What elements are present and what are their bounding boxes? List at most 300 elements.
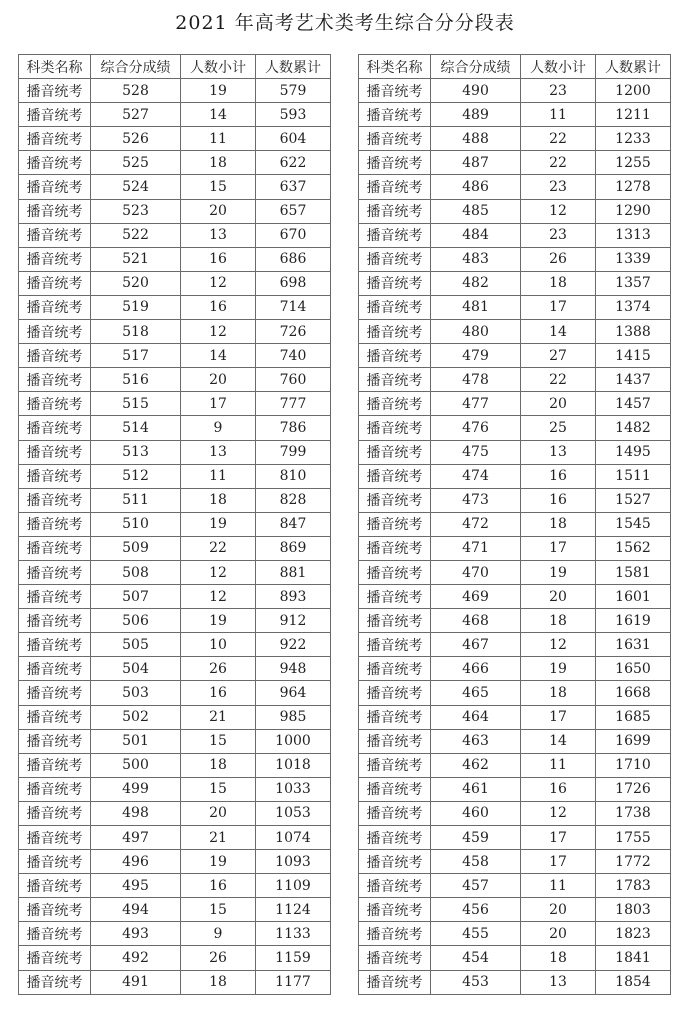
cell-score: 467 — [431, 633, 521, 657]
table-row — [19, 392, 331, 416]
cell-count: 13 — [521, 970, 596, 994]
table-row — [359, 295, 671, 319]
cell-count: 16 — [181, 874, 256, 898]
cell-count: 22 — [521, 368, 596, 392]
cell-cumulative: 698 — [256, 271, 331, 295]
cell-subject: 播音统考 — [19, 585, 91, 609]
cell-count: 14 — [521, 320, 596, 344]
cell-count: 17 — [521, 850, 596, 874]
cell-cumulative: 1601 — [596, 585, 671, 609]
table-row — [19, 320, 331, 344]
cell-count: 12 — [181, 271, 256, 295]
table-row — [19, 344, 331, 368]
cell-score: 500 — [91, 753, 181, 777]
cell-subject: 播音统考 — [359, 850, 431, 874]
cell-cumulative: 1511 — [596, 464, 671, 488]
cell-cumulative: 1388 — [596, 320, 671, 344]
cell-cumulative: 593 — [256, 103, 331, 127]
cell-score: 480 — [431, 320, 521, 344]
cell-subject: 播音统考 — [359, 801, 431, 825]
cell-cumulative: 622 — [256, 151, 331, 175]
cell-cumulative: 881 — [256, 560, 331, 584]
cell-count: 12 — [181, 560, 256, 584]
table-row — [359, 199, 671, 223]
cell-score: 474 — [431, 464, 521, 488]
cell-score: 488 — [431, 127, 521, 151]
cell-count: 25 — [521, 416, 596, 440]
table-row — [19, 609, 331, 633]
cell-subject: 播音统考 — [359, 247, 431, 271]
cell-score: 520 — [91, 271, 181, 295]
cell-score: 456 — [431, 898, 521, 922]
cell-score: 457 — [431, 874, 521, 898]
cell-score: 528 — [91, 79, 181, 103]
cell-subject: 播音统考 — [19, 392, 91, 416]
cell-cumulative: 1841 — [596, 946, 671, 970]
cell-subject: 播音统考 — [19, 536, 91, 560]
table-row — [19, 729, 331, 753]
cell-subject: 播音统考 — [19, 151, 91, 175]
cell-count: 17 — [521, 536, 596, 560]
table-row — [359, 705, 671, 729]
header-count: 人数小计 — [181, 55, 256, 79]
cell-count: 16 — [521, 464, 596, 488]
cell-cumulative: 1527 — [596, 488, 671, 512]
cell-cumulative: 1803 — [596, 898, 671, 922]
table-row — [19, 946, 331, 970]
cell-count: 20 — [521, 898, 596, 922]
cell-score: 468 — [431, 609, 521, 633]
cell-score: 522 — [91, 223, 181, 247]
cell-count: 19 — [181, 850, 256, 874]
cell-score: 511 — [91, 488, 181, 512]
cell-subject: 播音统考 — [359, 416, 431, 440]
table-row — [359, 826, 671, 850]
table-row — [359, 850, 671, 874]
cell-subject: 播音统考 — [359, 488, 431, 512]
table-row — [359, 79, 671, 103]
table-row — [359, 392, 671, 416]
table-row — [359, 874, 671, 898]
cell-subject: 播音统考 — [19, 560, 91, 584]
header-subject: 科类名称 — [19, 55, 91, 79]
cell-score: 492 — [91, 946, 181, 970]
cell-subject: 播音统考 — [19, 609, 91, 633]
cell-score: 521 — [91, 247, 181, 271]
cell-count: 23 — [521, 223, 596, 247]
score-table-left — [18, 54, 331, 995]
cell-score: 519 — [91, 295, 181, 319]
cell-subject: 播音统考 — [359, 633, 431, 657]
cell-subject: 播音统考 — [359, 151, 431, 175]
cell-count: 18 — [181, 753, 256, 777]
table-row — [19, 247, 331, 271]
table-row — [359, 440, 671, 464]
cell-subject: 播音统考 — [19, 850, 91, 874]
table-row — [359, 681, 671, 705]
cell-cumulative: 912 — [256, 609, 331, 633]
cell-cumulative: 869 — [256, 536, 331, 560]
cell-cumulative: 1033 — [256, 777, 331, 801]
cell-subject: 播音统考 — [359, 729, 431, 753]
cell-count: 14 — [181, 103, 256, 127]
cell-subject: 播音统考 — [19, 512, 91, 536]
table-header-row — [19, 55, 331, 79]
cell-score: 455 — [431, 922, 521, 946]
cell-subject: 播音统考 — [359, 753, 431, 777]
cell-score: 497 — [91, 826, 181, 850]
table-row — [19, 416, 331, 440]
cell-cumulative: 1710 — [596, 753, 671, 777]
cell-cumulative: 1495 — [596, 440, 671, 464]
table-row — [19, 560, 331, 584]
cell-subject: 播音统考 — [359, 368, 431, 392]
table-row — [19, 440, 331, 464]
cell-count: 18 — [521, 681, 596, 705]
cell-count: 15 — [181, 898, 256, 922]
table-row — [19, 79, 331, 103]
cell-cumulative: 1053 — [256, 801, 331, 825]
table-row — [19, 175, 331, 199]
cell-subject: 播音统考 — [19, 79, 91, 103]
table-row — [359, 753, 671, 777]
cell-cumulative: 1255 — [596, 151, 671, 175]
table-row — [359, 609, 671, 633]
cell-count: 18 — [181, 151, 256, 175]
table-row — [19, 103, 331, 127]
cell-subject: 播音统考 — [359, 970, 431, 994]
cell-score: 454 — [431, 946, 521, 970]
cell-count: 11 — [521, 103, 596, 127]
cell-cumulative: 1074 — [256, 826, 331, 850]
table-row — [359, 922, 671, 946]
cell-cumulative: 714 — [256, 295, 331, 319]
cell-subject: 播音统考 — [19, 127, 91, 151]
cell-score: 495 — [91, 874, 181, 898]
cell-count: 23 — [521, 175, 596, 199]
cell-score: 458 — [431, 850, 521, 874]
cell-cumulative: 740 — [256, 344, 331, 368]
table-row — [19, 681, 331, 705]
cell-count: 15 — [181, 777, 256, 801]
cell-count: 17 — [181, 392, 256, 416]
cell-subject: 播音统考 — [19, 753, 91, 777]
cell-subject: 播音统考 — [19, 295, 91, 319]
cell-score: 479 — [431, 344, 521, 368]
cell-score: 460 — [431, 801, 521, 825]
cell-cumulative: 1631 — [596, 633, 671, 657]
cell-cumulative: 726 — [256, 320, 331, 344]
table-row — [359, 464, 671, 488]
cell-score: 453 — [431, 970, 521, 994]
table-row — [359, 898, 671, 922]
cell-count: 19 — [181, 79, 256, 103]
cell-score: 472 — [431, 512, 521, 536]
cell-cumulative: 657 — [256, 199, 331, 223]
cell-subject: 播音统考 — [359, 199, 431, 223]
cell-cumulative: 1562 — [596, 536, 671, 560]
cell-subject: 播音统考 — [19, 705, 91, 729]
table-body-right — [359, 79, 671, 995]
cell-score: 461 — [431, 777, 521, 801]
table-row — [359, 560, 671, 584]
table-row — [359, 729, 671, 753]
cell-subject: 播音统考 — [19, 416, 91, 440]
cell-score: 510 — [91, 512, 181, 536]
cell-score: 464 — [431, 705, 521, 729]
cell-count: 13 — [521, 440, 596, 464]
cell-score: 485 — [431, 199, 521, 223]
cell-cumulative: 1699 — [596, 729, 671, 753]
cell-cumulative: 847 — [256, 512, 331, 536]
cell-count: 21 — [181, 705, 256, 729]
cell-subject: 播音统考 — [19, 464, 91, 488]
cell-subject: 播音统考 — [359, 777, 431, 801]
cell-subject: 播音统考 — [359, 826, 431, 850]
cell-cumulative: 1233 — [596, 127, 671, 151]
cell-score: 484 — [431, 223, 521, 247]
table-row — [19, 151, 331, 175]
cell-cumulative: 1000 — [256, 729, 331, 753]
cell-count: 13 — [181, 223, 256, 247]
cell-subject: 播音统考 — [359, 271, 431, 295]
table-row — [19, 199, 331, 223]
cell-subject: 播音统考 — [359, 898, 431, 922]
cell-score: 478 — [431, 368, 521, 392]
cell-count: 15 — [181, 729, 256, 753]
cell-subject: 播音统考 — [359, 585, 431, 609]
cell-count: 22 — [521, 127, 596, 151]
cell-cumulative: 810 — [256, 464, 331, 488]
table-row — [19, 368, 331, 392]
table-row — [19, 271, 331, 295]
cell-subject: 播音统考 — [359, 464, 431, 488]
cell-subject: 播音统考 — [19, 223, 91, 247]
cell-cumulative: 1457 — [596, 392, 671, 416]
cell-subject: 播音统考 — [359, 560, 431, 584]
cell-score: 465 — [431, 681, 521, 705]
cell-cumulative: 1854 — [596, 970, 671, 994]
cell-score: 486 — [431, 175, 521, 199]
cell-score: 477 — [431, 392, 521, 416]
cell-cumulative: 786 — [256, 416, 331, 440]
score-table-right — [358, 54, 671, 995]
cell-count: 17 — [521, 705, 596, 729]
table-body-left — [19, 79, 331, 995]
table-row — [19, 512, 331, 536]
cell-count: 18 — [521, 609, 596, 633]
cell-score: 512 — [91, 464, 181, 488]
cell-count: 15 — [181, 175, 256, 199]
cell-score: 475 — [431, 440, 521, 464]
cell-score: 473 — [431, 488, 521, 512]
cell-cumulative: 1313 — [596, 223, 671, 247]
cell-cumulative: 922 — [256, 633, 331, 657]
cell-cumulative: 1783 — [596, 874, 671, 898]
table-row — [359, 127, 671, 151]
table-row — [19, 705, 331, 729]
cell-score: 513 — [91, 440, 181, 464]
table-row — [19, 464, 331, 488]
cell-score: 527 — [91, 103, 181, 127]
cell-subject: 播音统考 — [19, 801, 91, 825]
cell-score: 523 — [91, 199, 181, 223]
table-row — [19, 536, 331, 560]
cell-score: 496 — [91, 850, 181, 874]
cell-cumulative: 1290 — [596, 199, 671, 223]
table-row — [359, 247, 671, 271]
cell-count: 12 — [521, 199, 596, 223]
cell-score: 490 — [431, 79, 521, 103]
cell-score: 463 — [431, 729, 521, 753]
cell-subject: 播音统考 — [359, 657, 431, 681]
cell-count: 19 — [181, 609, 256, 633]
cell-subject: 播音统考 — [359, 392, 431, 416]
cell-count: 20 — [521, 922, 596, 946]
table-row — [19, 585, 331, 609]
table-row — [19, 874, 331, 898]
cell-count: 21 — [181, 826, 256, 850]
cell-count: 17 — [521, 826, 596, 850]
cell-subject: 播音统考 — [359, 874, 431, 898]
cell-count: 11 — [181, 464, 256, 488]
cell-score: 489 — [431, 103, 521, 127]
cell-cumulative: 893 — [256, 585, 331, 609]
cell-cumulative: 1109 — [256, 874, 331, 898]
cell-score: 499 — [91, 777, 181, 801]
cell-score: 518 — [91, 320, 181, 344]
cell-subject: 播音统考 — [359, 609, 431, 633]
cell-score: 498 — [91, 801, 181, 825]
cell-subject: 播音统考 — [19, 175, 91, 199]
cell-subject: 播音统考 — [19, 440, 91, 464]
cell-cumulative: 1018 — [256, 753, 331, 777]
cell-subject: 播音统考 — [359, 103, 431, 127]
page-title: 2021 年高考艺术类考生综合分分段表 — [175, 12, 515, 34]
cell-score: 493 — [91, 922, 181, 946]
cell-subject: 播音统考 — [19, 271, 91, 295]
cell-count: 12 — [181, 320, 256, 344]
table-row — [359, 103, 671, 127]
cell-count: 20 — [181, 368, 256, 392]
table-row — [19, 898, 331, 922]
table-row — [359, 657, 671, 681]
cell-subject: 播音统考 — [359, 440, 431, 464]
cell-count: 22 — [181, 536, 256, 560]
cell-cumulative: 1726 — [596, 777, 671, 801]
cell-score: 494 — [91, 898, 181, 922]
cell-count: 16 — [181, 295, 256, 319]
cell-score: 504 — [91, 657, 181, 681]
cell-score: 481 — [431, 295, 521, 319]
cell-subject: 播音统考 — [359, 295, 431, 319]
cell-count: 19 — [521, 560, 596, 584]
header-subject: 科类名称 — [359, 55, 431, 79]
cell-count: 22 — [521, 151, 596, 175]
cell-subject: 播音统考 — [19, 946, 91, 970]
cell-count: 26 — [181, 657, 256, 681]
cell-score: 507 — [91, 585, 181, 609]
cell-cumulative: 1211 — [596, 103, 671, 127]
cell-score: 516 — [91, 368, 181, 392]
cell-count: 19 — [181, 512, 256, 536]
cell-count: 13 — [181, 440, 256, 464]
table-row — [19, 657, 331, 681]
cell-subject: 播音统考 — [19, 320, 91, 344]
cell-score: 483 — [431, 247, 521, 271]
cell-subject: 播音统考 — [19, 368, 91, 392]
cell-subject: 播音统考 — [19, 344, 91, 368]
cell-count: 16 — [181, 681, 256, 705]
header-count: 人数小计 — [521, 55, 596, 79]
table-row — [19, 850, 331, 874]
cell-cumulative: 1482 — [596, 416, 671, 440]
table-row — [359, 344, 671, 368]
cell-score: 524 — [91, 175, 181, 199]
cell-count: 16 — [521, 488, 596, 512]
cell-subject: 播音统考 — [359, 79, 431, 103]
cell-subject: 播音统考 — [359, 536, 431, 560]
cell-count: 14 — [521, 729, 596, 753]
cell-count: 18 — [521, 946, 596, 970]
cell-subject: 播音统考 — [359, 320, 431, 344]
cell-score: 491 — [91, 970, 181, 994]
table-row — [359, 777, 671, 801]
cell-count: 26 — [521, 247, 596, 271]
cell-subject: 播音统考 — [19, 199, 91, 223]
cell-score: 505 — [91, 633, 181, 657]
cell-score: 503 — [91, 681, 181, 705]
cell-cumulative: 760 — [256, 368, 331, 392]
cell-subject: 播音统考 — [19, 729, 91, 753]
cell-count: 12 — [181, 585, 256, 609]
header-score: 综合分成绩 — [91, 55, 181, 79]
cell-cumulative: 1437 — [596, 368, 671, 392]
cell-cumulative: 604 — [256, 127, 331, 151]
cell-count: 11 — [521, 753, 596, 777]
cell-cumulative: 1133 — [256, 922, 331, 946]
cell-count: 18 — [521, 271, 596, 295]
cell-cumulative: 1374 — [596, 295, 671, 319]
table-row — [359, 970, 671, 994]
cell-subject: 播音统考 — [359, 127, 431, 151]
cell-cumulative: 985 — [256, 705, 331, 729]
cell-cumulative: 579 — [256, 79, 331, 103]
cell-score: 515 — [91, 392, 181, 416]
cell-cumulative: 1124 — [256, 898, 331, 922]
table-row — [359, 536, 671, 560]
cell-cumulative: 828 — [256, 488, 331, 512]
cell-count: 11 — [181, 127, 256, 151]
cell-cumulative: 1093 — [256, 850, 331, 874]
cell-score: 476 — [431, 416, 521, 440]
cell-count: 18 — [521, 512, 596, 536]
cell-subject: 播音统考 — [19, 488, 91, 512]
cell-cumulative: 1545 — [596, 512, 671, 536]
cell-cumulative: 1159 — [256, 946, 331, 970]
cell-subject: 播音统考 — [359, 512, 431, 536]
cell-count: 10 — [181, 633, 256, 657]
cell-score: 482 — [431, 271, 521, 295]
table-row — [359, 151, 671, 175]
table-row — [19, 970, 331, 994]
table-row — [19, 633, 331, 657]
header-score: 综合分成绩 — [431, 55, 521, 79]
cell-cumulative: 1650 — [596, 657, 671, 681]
cell-count: 23 — [521, 79, 596, 103]
cell-score: 462 — [431, 753, 521, 777]
cell-count: 11 — [521, 874, 596, 898]
